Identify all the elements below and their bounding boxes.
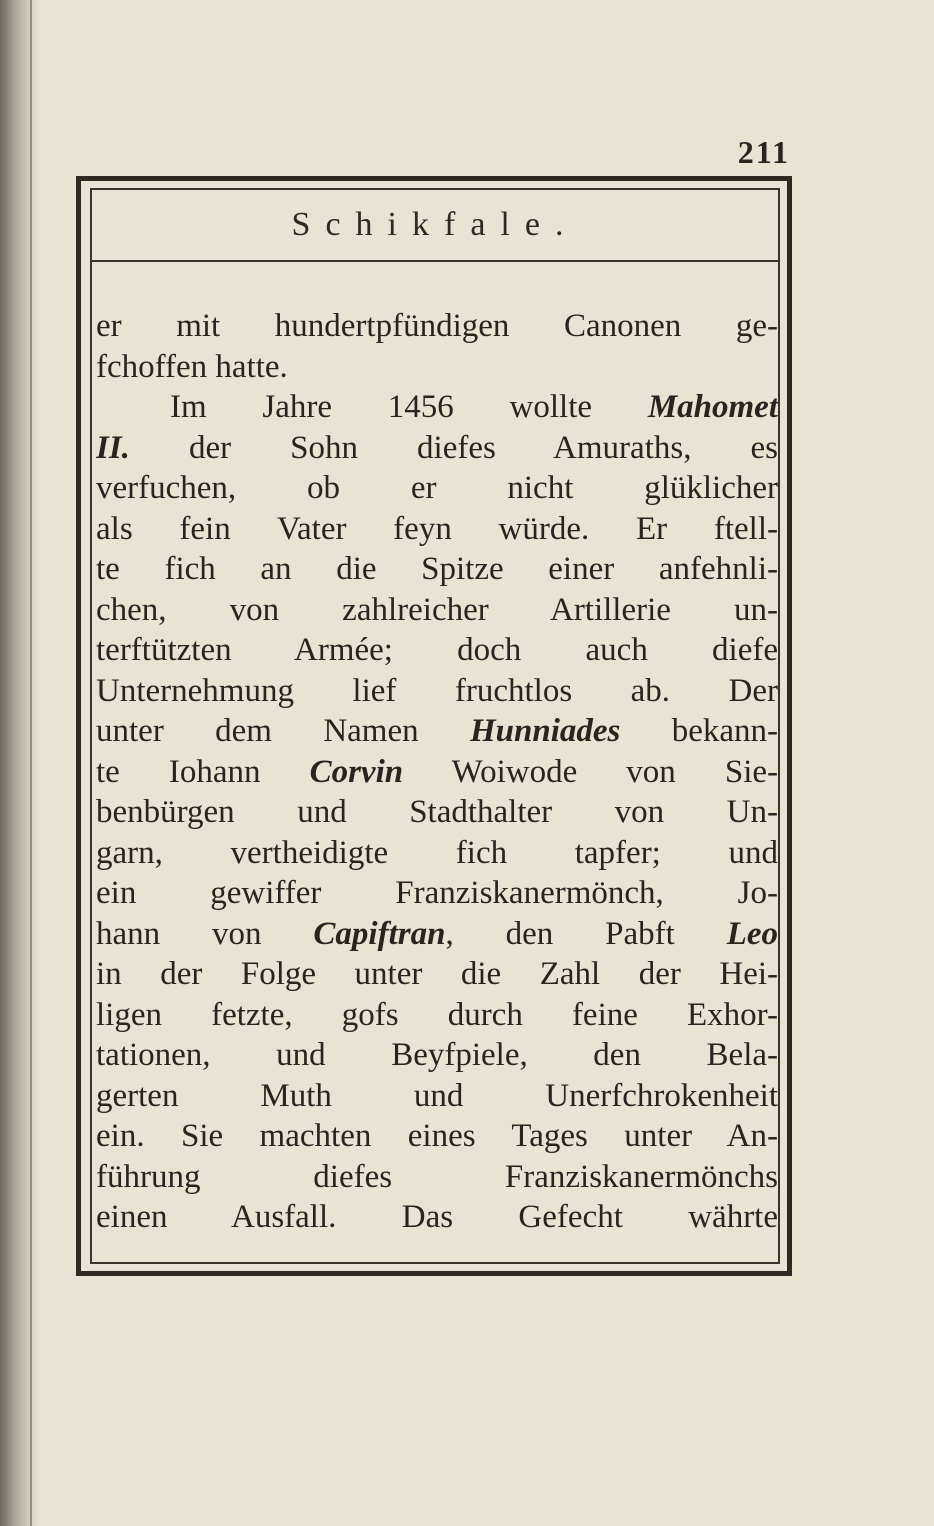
text-line: ein gewiffer Franziskanermönch, Jo-	[96, 875, 778, 911]
text-line: te Iohann Corvin Woiwode von Sie-	[96, 753, 778, 790]
text-line: Im Jahre 1456 wollte Mahomet	[170, 389, 778, 425]
running-head-rule	[92, 260, 778, 262]
text-line: ein. Sie machten eines Tages unter An-	[96, 1118, 778, 1154]
text-line: in der Folge unter die Zahl der Hei-	[96, 956, 778, 992]
text-line: führung diefes Franziskanermönchs	[96, 1158, 778, 1195]
text-line: er mit hundertpfündigen Canonen ge-	[96, 308, 778, 344]
text-line: garn, vertheidigte fich tapfer; und	[96, 834, 778, 871]
emphasis-name: Hunniades	[469, 713, 621, 749]
page-gutter-shadow	[0, 0, 40, 1526]
emphasis-name: Mahomet	[647, 389, 778, 425]
running-head: Schikfale.	[291, 206, 579, 243]
text-line: gerten Muth und Unerfchrokenheit	[96, 1077, 778, 1114]
text-line: als fein Vater feyn würde. Er ftell-	[96, 510, 778, 547]
emphasis-name: Capiftran	[313, 915, 446, 952]
emphasis-name: Leo	[726, 915, 778, 952]
text-line: chen, von zahlreicher Artillerie un-	[96, 591, 778, 628]
text-line: einen Ausfall. Das Gefecht währte	[96, 1199, 778, 1235]
gutter-line	[30, 0, 32, 1526]
text-line: II. der Sohn diefes Amuraths, es	[96, 429, 778, 466]
text-line: tationen, und Beyfpiele, den Bela-	[96, 1037, 778, 1073]
text-line: ligen fetzte, gofs durch feine Exhor-	[96, 996, 778, 1033]
emphasis-name: Corvin	[309, 753, 404, 790]
emphasis-name: II.	[96, 429, 130, 466]
body-text	[96, 306, 778, 1238]
text-line: Unternehmung lief fruchtlos ab. Der	[96, 672, 778, 709]
text-line: benbürgen und Stadthalter von Un-	[96, 794, 778, 830]
text-line: fchoffen hatte.	[96, 348, 288, 385]
text-line: terftützten Armée; doch auch diefe	[96, 632, 778, 668]
text-line: te fich an die Spitze einer anfehnli-	[96, 551, 778, 587]
text-line: verfuchen, ob er nicht glüklicher	[96, 470, 778, 506]
text-line: hann von Capiftran, den Pabft Leo	[96, 915, 778, 952]
text-line: unter dem Namen Hunniades bekann-	[96, 713, 778, 749]
page-number: 211	[737, 134, 790, 170]
